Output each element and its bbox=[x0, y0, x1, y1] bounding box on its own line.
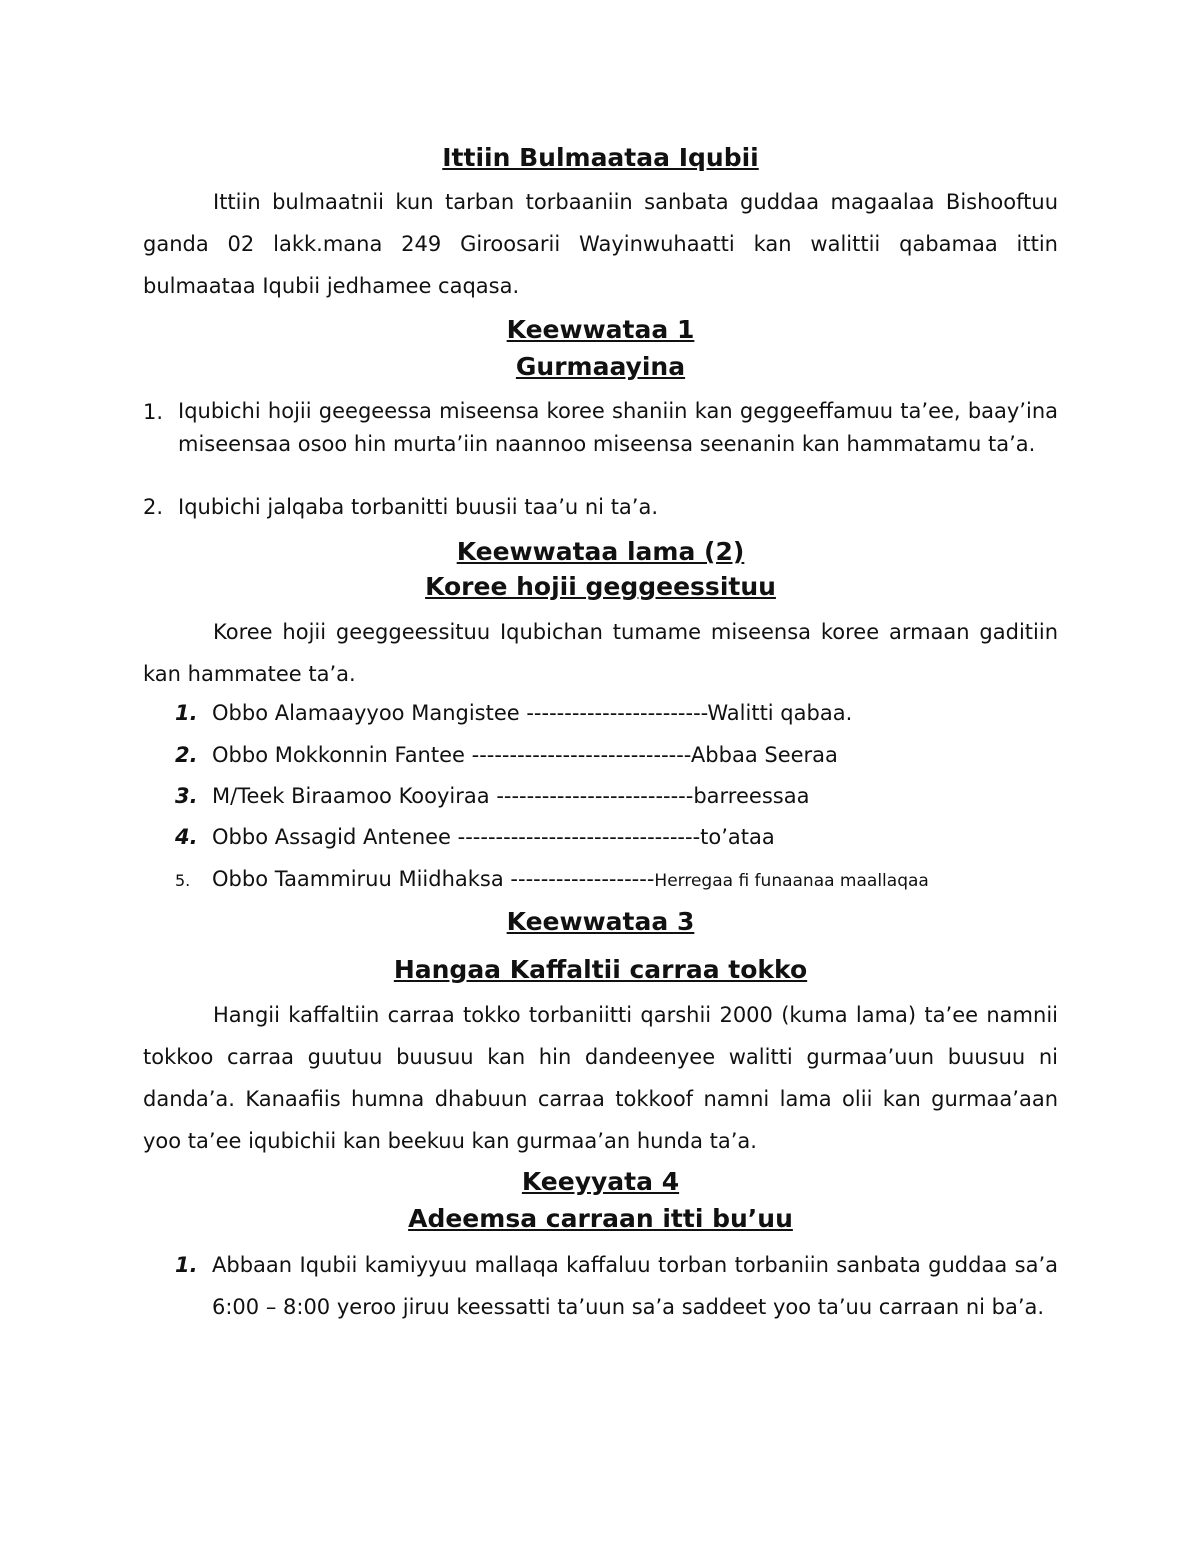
section3-paragraph bbox=[143, 994, 1058, 1162]
member-number: 5. bbox=[175, 871, 191, 890]
section3-text: Hangii kaffaltiin carraa tokko torbaniitti qarshii 2000 (kuma lama) ta’ee namnii tokkoo carraa guutuu buusuu kan hin dandeenyee walitti gurmaa’uun buusuu ni danda’a. Kanaafiis humna dhabuun carraa tokkoof namni lama olii kan gurmaa’aan yoo ta’ee iqubichii kan beekuu kan gurmaa’an hunda ta’a. bbox=[143, 1003, 1058, 1153]
section2-heading: Keewwataa lama (2) bbox=[456, 537, 745, 566]
section1-item-1 bbox=[143, 395, 1058, 495]
item-number: 2. bbox=[143, 495, 164, 519]
member-dashes: ----------------------------- bbox=[471, 743, 691, 767]
item-number: 1. bbox=[175, 1253, 198, 1277]
member-name: Obbo Mokkonnin Fantee bbox=[212, 743, 472, 767]
member-number: 1. bbox=[175, 701, 198, 725]
member-role: barreessaa bbox=[693, 784, 810, 808]
member-number: 3. bbox=[175, 784, 198, 808]
member-role: Walitti qabaa. bbox=[707, 701, 853, 725]
item-text: Abbaan Iqubii kamiyyuu mallaqa kaffaluu torban torbaniin sanbata guddaa sa’a 6:00 – 8:00 yeroo jiruu keessatti ta’uun sa’a saddeet yoo ta’uu carraan ni ba’a. bbox=[212, 1253, 1058, 1319]
intro-paragraph bbox=[143, 181, 1058, 307]
member-number: 4. bbox=[175, 825, 198, 849]
intro-text: Ittiin bulmaatnii kun tarban torbaaniin sanbata guddaa magaalaa Bishooftuu ganda 02 lakk.mana 249 Giroosarii Wayinwuhaatti kan walittii qabamaa ittin bulmaataa Iqubii jedhamee caqasa. bbox=[143, 190, 1058, 298]
member-name: Obbo Assagid Antenee bbox=[212, 825, 458, 849]
item-text: Iqubichi hojii geegeessa miseensa koree shaniin kan geggeeffamuu ta’ee, baay’ina miseensaa osoo hin murta’iin naannoo miseensa seenanin kan hammatamu ta’a. bbox=[178, 399, 1058, 456]
section3-heading: Keewwataa 3 bbox=[506, 907, 695, 936]
member-number: 2. bbox=[175, 743, 198, 767]
member-role: to’ataa bbox=[700, 825, 775, 849]
member-role: Herregaa fi funaanaa maallaqaa bbox=[654, 871, 929, 891]
item-text: Iqubichi jalqaba torbanitti buusii taa’u ni ta’a. bbox=[178, 495, 659, 519]
member-dashes: -------------------------- bbox=[496, 784, 694, 808]
section4-item-1 bbox=[175, 1244, 1058, 1374]
section2-text: Koree hojii geeggeessituu Iqubichan tumame miseensa koree armaan gaditiin kan hammatee ta’a. bbox=[143, 620, 1058, 686]
section3-subheading: Hangaa Kaffaltii carraa tokko bbox=[393, 955, 808, 984]
member-name: Obbo Alamaayyoo Mangistee bbox=[212, 701, 527, 725]
section2-subheading: Koree hojii geggeessituu bbox=[425, 572, 776, 601]
member-name: M/Teek Biraamoo Kooyiraa bbox=[212, 784, 497, 808]
section1-subheading: Gurmaayina bbox=[515, 352, 686, 381]
section4-subheading: Adeemsa carraan itti bu’uu bbox=[408, 1204, 793, 1233]
section2-paragraph bbox=[143, 611, 1058, 695]
document-title: Ittiin Bulmaataa Iqubii bbox=[442, 143, 759, 172]
member-dashes: ------------------- bbox=[510, 867, 655, 891]
member-name: Obbo Taammiruu Miidhaksa bbox=[212, 867, 511, 891]
member-role: Abbaa Seeraa bbox=[690, 743, 838, 767]
section1-heading: Keewwataa 1 bbox=[506, 315, 695, 344]
item-number: 1. bbox=[143, 400, 164, 424]
member-dashes: ------------------------ bbox=[526, 701, 708, 725]
member-dashes: -------------------------------- bbox=[457, 825, 701, 849]
section4-heading: Keeyyata 4 bbox=[521, 1167, 680, 1196]
